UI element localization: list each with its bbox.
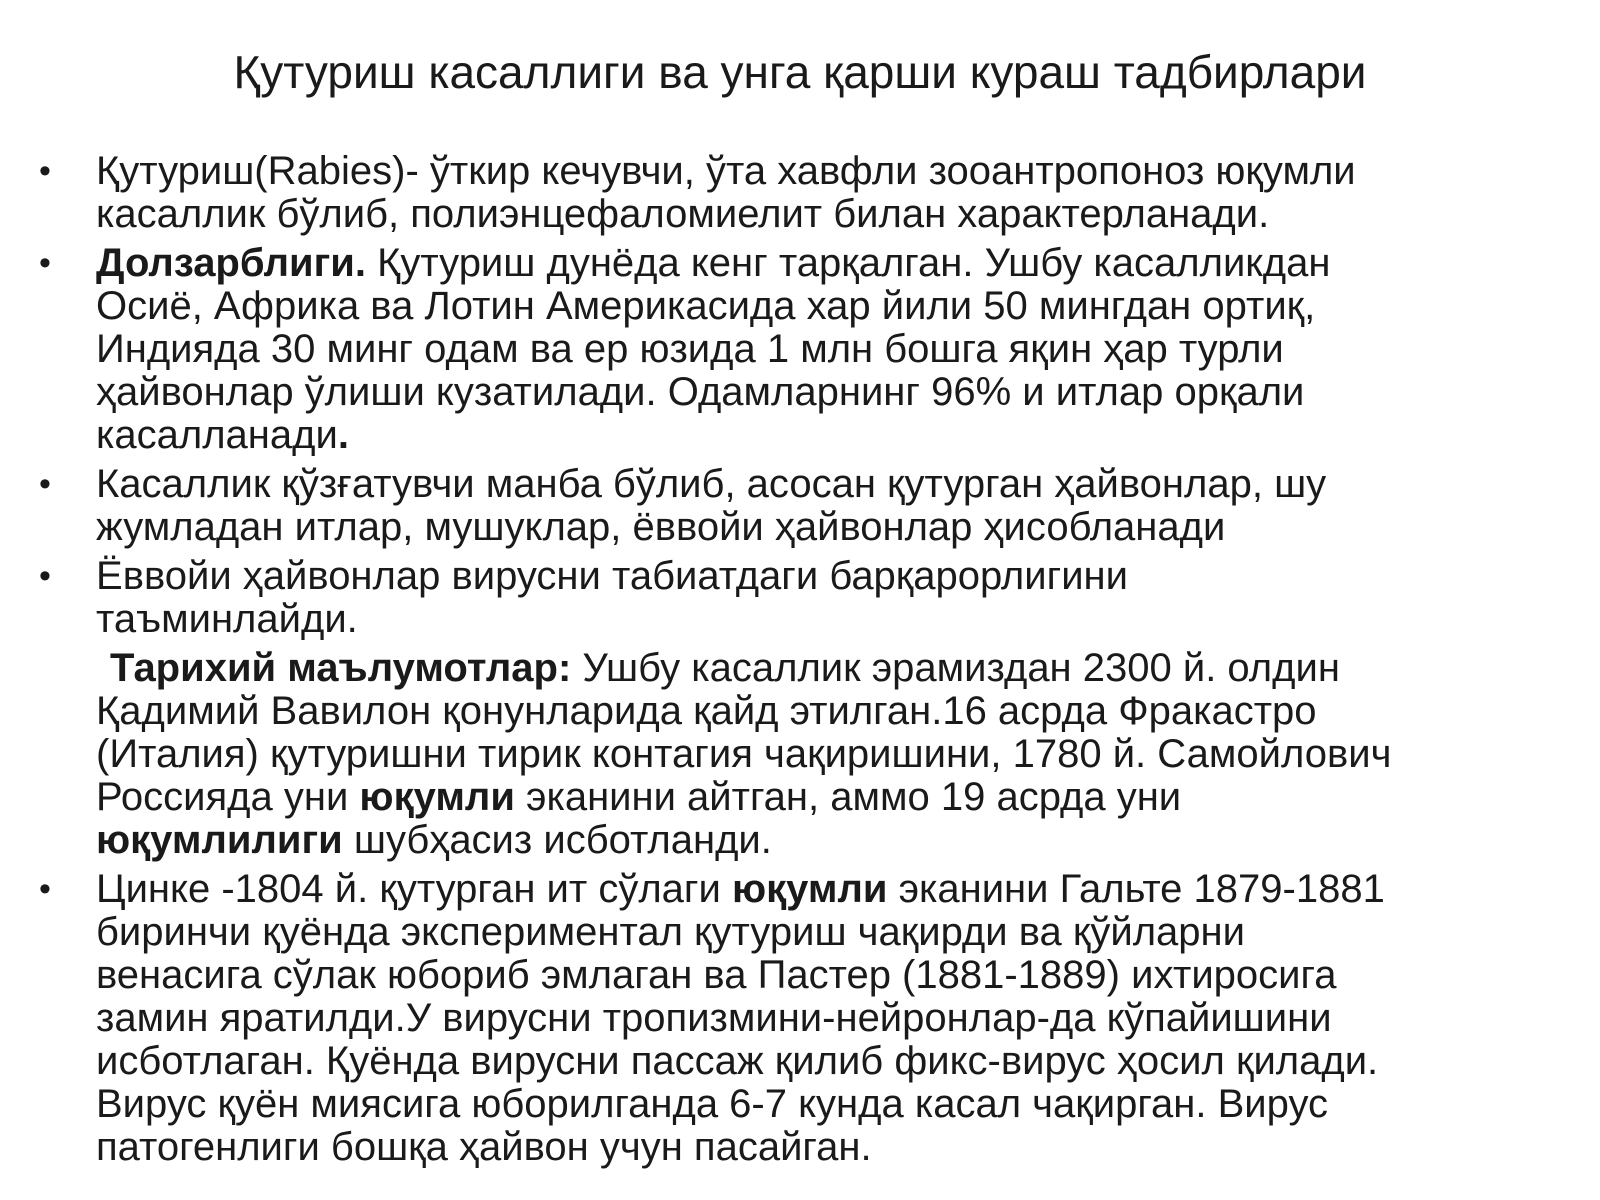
text-run: шубҳасиз исботланди. xyxy=(342,818,772,862)
bullet-marker: • xyxy=(39,152,51,190)
text-line: (Италия) қутуришни тирик контагия чақиришини, 1780 й. Самойлович xyxy=(96,732,1392,776)
bullet-marker: • xyxy=(39,870,51,908)
bullet-marker: • xyxy=(39,465,51,503)
bold-term: юқумли xyxy=(359,775,515,819)
bullet-marker: • xyxy=(39,557,51,595)
text-line: Қадимий Вавилон қонунларида қайд этилган.16 асрда Фракастро xyxy=(96,689,1317,733)
bullet-research-history xyxy=(0,868,1600,1169)
text-line: замин яратилди.У вирусни тропизмини-нейронлар-да кўпайишини xyxy=(96,996,1332,1040)
text-line xyxy=(96,242,1560,285)
text-line xyxy=(96,819,1560,862)
bullet-relevance xyxy=(0,242,1600,457)
bold-term: юқумли xyxy=(731,867,888,911)
text-run: эканини айтган, аммо 19 асрда уни xyxy=(514,775,1182,819)
text-line xyxy=(96,868,1560,911)
text-line: Осиё, Африка ва Лотин Америкасида хар йили 50 мингдан ортиқ, xyxy=(96,284,1316,328)
text-line: венасига сўлак юбориб эмлаган ва Пастер (1881-1889) ихтиросига xyxy=(96,953,1337,997)
text-line: жумладан итлар, мушуклар, ёввойи ҳайвонлар ҳисобланади xyxy=(96,505,1226,549)
text-line: ҳайвонлар ўлиши кузатилади. Одамларнинг 96% и итлар орқали xyxy=(96,370,1305,414)
text-line xyxy=(96,414,1560,457)
text-line: патогенлиги бошқа ҳайвон учун пасайган. xyxy=(96,1125,872,1169)
text-run: Россияда уни xyxy=(96,775,360,819)
bold-heading: Долзарблиги. xyxy=(96,241,366,285)
slide-title: Қутуриш касаллиги ва унга қарши кураш тадбирлари xyxy=(233,46,1367,98)
text-line: таъминлайди. xyxy=(96,597,358,641)
text-run: Қутуриш дунёда кенг тарқалган. Ушбу касалликдан xyxy=(365,241,1331,285)
text-line: Индияда 30 минг одам ва ер юзида 1 млн бошга яқин ҳар турли xyxy=(96,327,1284,371)
bullet-source xyxy=(0,463,1600,549)
text-line: Вирус қуён миясига юборилганда 6-7 кунда касал чақирган. Вирус xyxy=(96,1082,1328,1126)
text-line: Касаллик қўзғатувчи манба бўлиб, асосан қутурган ҳайвонлар, шу xyxy=(96,462,1327,506)
text-line: Ёввойи ҳайвонлар вирусни табиатдаги барқарорлигини xyxy=(96,554,1128,598)
text-run: касалланади xyxy=(96,413,338,457)
history-paragraph xyxy=(0,647,1600,862)
slide-content xyxy=(0,150,1600,1175)
text-run: эканини Гальте 1879-1881 xyxy=(887,867,1385,911)
text-line: Қутуриш(Rabies)- ўткир кечувчи, ўта хавфли зооантропоноз юқумли xyxy=(96,149,1356,193)
bold-period: . xyxy=(337,413,349,457)
text-line: биринчи қуёнда экспериментал қутуриш чақирди ва қўйларни xyxy=(96,910,1245,954)
text-line: касаллик бўлиб, полиэнцефаломиелит билан характерланади. xyxy=(96,192,1270,236)
bullet-wild-animals xyxy=(0,555,1600,641)
text-run: Цинке -1804 й. қутурган ит сўлаги xyxy=(96,867,732,911)
text-line xyxy=(96,776,1560,819)
text-run: Ушбу касаллик эрамиздан 2300 й. олдин xyxy=(571,646,1340,690)
bullet-definition xyxy=(0,150,1600,236)
bullet-marker: • xyxy=(39,244,51,282)
text-line xyxy=(96,647,1560,690)
text-line: исботлаган. Қуёнда вирусни пассаж қилиб фикс-вирус ҳосил қилади. xyxy=(96,1039,1379,1083)
bold-term: юқумлилиги xyxy=(96,818,343,862)
bold-heading: Тарихий маълумотлар: xyxy=(110,646,572,690)
